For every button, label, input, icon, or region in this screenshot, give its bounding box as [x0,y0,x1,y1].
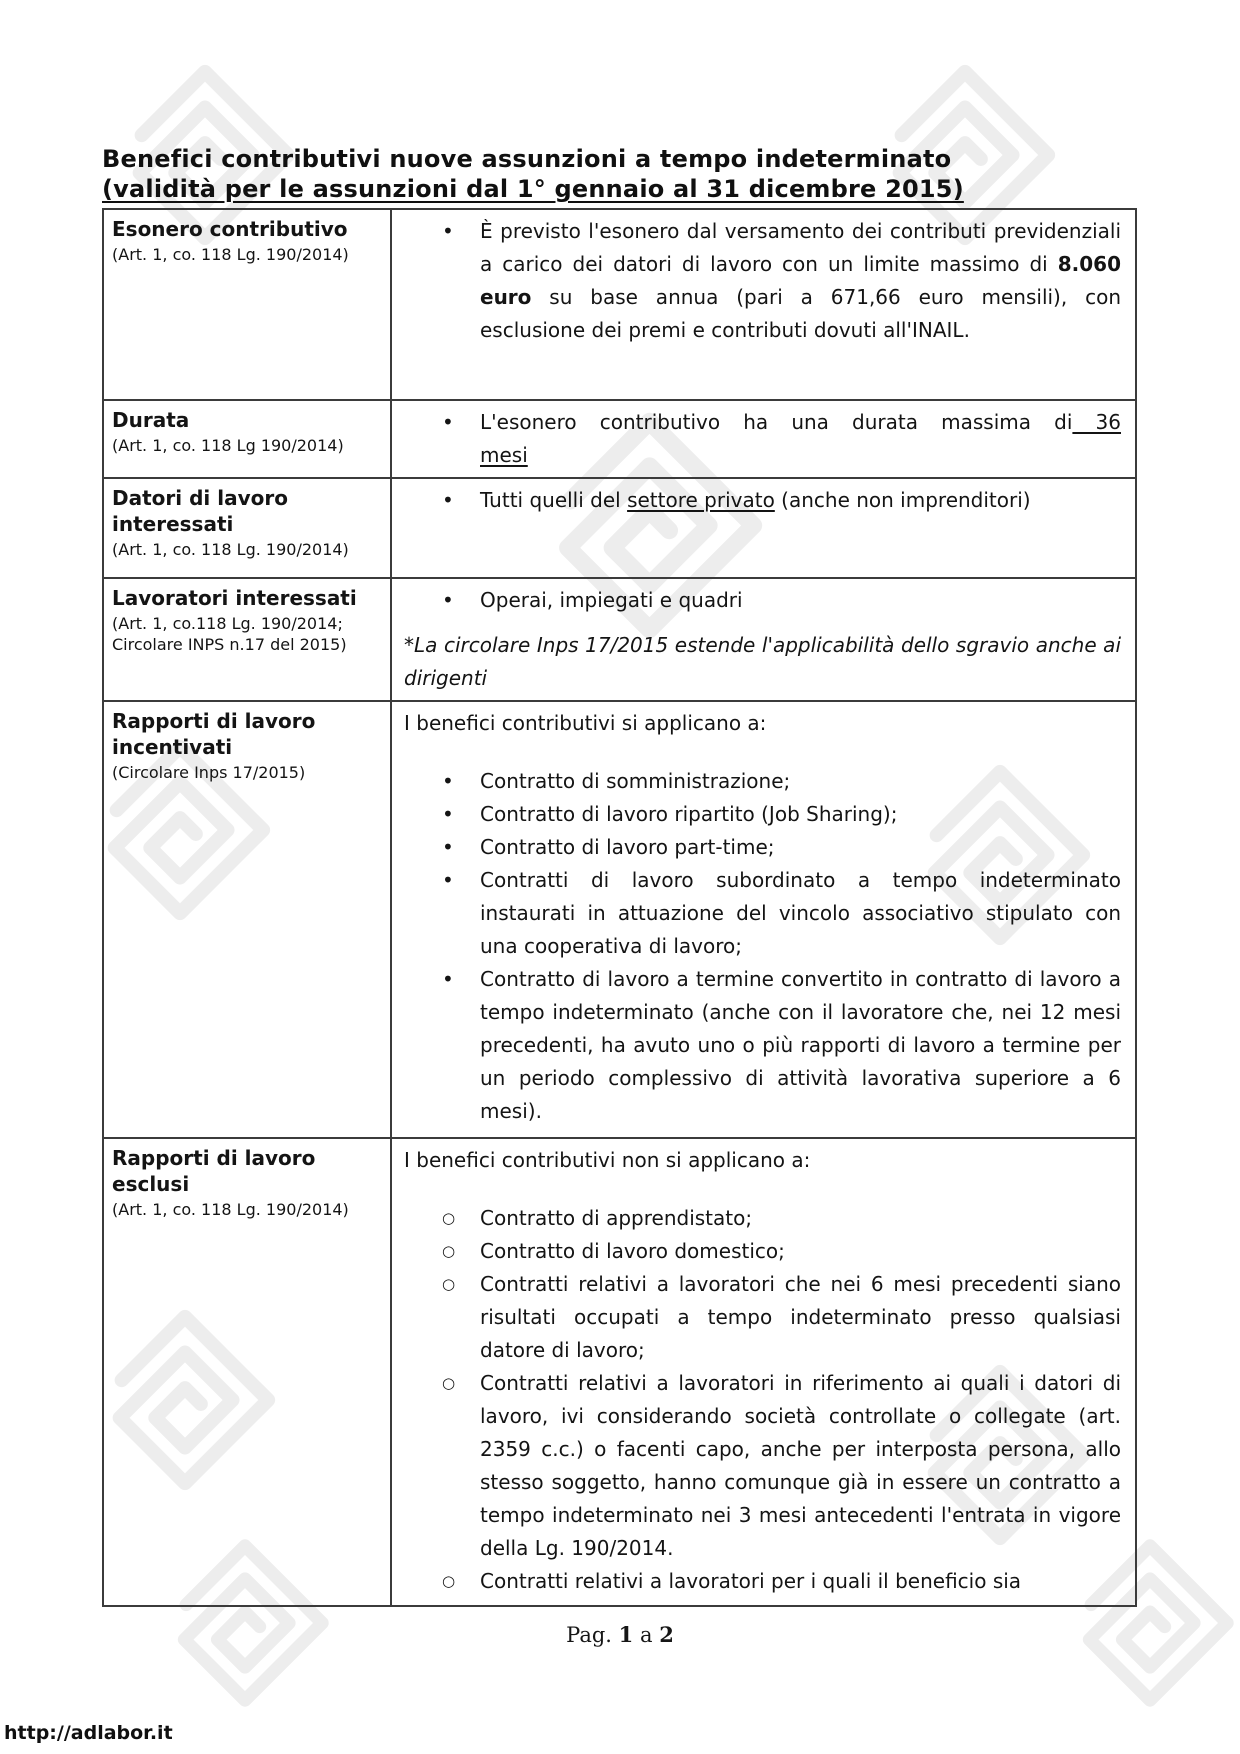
bullet-item [404,1367,1121,1565]
bullet-icon: • [442,802,454,826]
row-content-cell [392,1139,1135,1605]
bullet-item [404,1202,1121,1235]
bullet-item [404,484,1121,517]
bullet-icon: • [442,868,454,892]
text-run: Contratto di lavoro domestico; [480,1239,785,1263]
title-line-1: Benefici contributivi nuove assunzioni a tempo indeterminato [102,145,952,173]
row-content-cell [392,702,1135,1137]
row-content-cell [392,479,1135,577]
row-label-cell [104,401,392,477]
bullet-icon: • [442,488,454,512]
bullet-item [404,215,1121,347]
note-paragraph [404,629,1121,695]
row-label: Rapporti di lavoro incentivati [112,709,316,759]
row-label: Esonero contributivo [112,217,348,241]
table-row [104,401,1135,479]
bullet-item [404,765,1121,798]
text-run: (anche non imprenditori) [774,488,1031,512]
bullet-icon: • [442,769,454,793]
row-label: Lavoratori interessati [112,586,357,610]
row-subref: (Art. 1, co. 118 Lg 190/2014) [112,436,344,455]
bullet-item [404,1268,1121,1367]
text-run: 36 [1072,410,1121,434]
text-run: Contratti relativi a lavoratori per i quali il beneficio sia [480,1569,1022,1593]
row-subref: (Circolare Inps 17/2015) [112,763,306,782]
site-url: http://adlabor.it [4,1722,173,1744]
bullet-item [404,798,1121,831]
text-run: È previsto l'esonero dal versamento dei contributi previdenziali a carico dei datori di lavoro con un limite massimo di [480,219,1121,276]
page-separator: a [639,1623,653,1647]
circle-bullet-icon: ○ [442,1374,456,1392]
document-title [102,144,1137,204]
benefits-table [102,208,1137,1607]
row-subref: (Art. 1, co. 118 Lg. 190/2014) [112,245,349,264]
bullet-item [404,1565,1121,1598]
bullet-icon: • [442,219,454,243]
text-run: Contratti di lavoro subordinato a tempo indeterminato instaurati in attuazione del vincolo associativo stipulato con una cooperativa di lavoro; [480,868,1121,958]
bullet-item [404,584,1121,617]
text-run: I benefici contributivi si applicano a: [404,711,767,735]
text-run: I benefici contributivi non si applicano a: [404,1148,811,1172]
row-label: Rapporti di lavoro esclusi [112,1146,316,1196]
spacer [404,740,1121,765]
page-number [0,1622,1240,1647]
row-subref: (Art. 1, co. 118 Lg. 190/2014) [112,1200,349,1219]
title-line-2: (validità per le assunzioni dal 1° gennaio al 31 dicembre 2015) [102,175,964,203]
text-run: *La circolare Inps 17/2015 estende l'applicabilità dello sgravio anche ai dirigenti [404,633,1121,690]
text-run: Contratti relativi a lavoratori in riferimento ai quali i datori di lavoro, ivi considerando società controllate o collegate (art. 2359 c.c.) o facenti capo, anche per interposta persona, allo stesso soggetto, hanno comunque già in essere un contratto a tempo indeterminato nei 3 mesi antecedenti l'entrata in vigore della Lg. 190/2014. [480,1371,1121,1560]
row-subref: (Art. 1, co.118 Lg. 190/2014; Circolare INPS n.17 del 2015) [112,614,347,654]
row-label: Durata [112,408,190,432]
row-label-cell [104,210,392,399]
table-row [104,479,1135,579]
row-label-cell [104,1139,392,1605]
row-subref: (Art. 1, co. 118 Lg. 190/2014) [112,540,349,559]
bullet-icon: • [442,967,454,991]
paragraph [404,707,1121,740]
text-run: Contratto di apprendistato; [480,1206,753,1230]
page-current: 1 [618,1622,634,1647]
row-content-cell [392,579,1135,700]
page-label-prefix: Pag. [566,1623,612,1647]
circle-bullet-icon: ○ [442,1572,456,1590]
text-run: Tutti quelli del [480,488,628,512]
row-label-cell [104,579,392,700]
text-run: mesi [480,443,528,467]
bullet-item [404,1235,1121,1268]
text-run: settore privato [627,488,775,512]
row-content-cell [392,401,1135,477]
text-run: Contratto di lavoro part-time; [480,835,775,859]
text-run: Contratto di lavoro a termine convertito in contratto di lavoro a tempo indeterminato (anche con il lavoratore che, nei 12 mesi precedenti, ha avuto uno o più rapporti di lavoro a termine per un periodo complessivo di attività lavorativa superiore a 6 mesi). [480,967,1121,1123]
text-run: Contratti relativi a lavoratori che nei 6 mesi precedenti siano risultati occupati a tempo indeterminato presso qualsiasi datore di lavoro; [480,1272,1121,1362]
bullet-icon: • [442,588,454,612]
bullet-icon: • [442,410,454,434]
row-label: Datori di lavoro interessati [112,486,288,536]
text-run: su base annua (pari a 671,66 euro mensili), con esclusione dei premi e contributi dovuti all'INAIL. [480,285,1121,342]
text-run: Contratto di somministrazione; [480,769,791,793]
page-total: 2 [659,1622,674,1647]
table-row [104,579,1135,702]
table-row [104,210,1135,401]
document-content [102,144,1137,1607]
bullet-item [404,864,1121,963]
table-row [104,702,1135,1139]
circle-bullet-icon: ○ [442,1242,456,1260]
circle-bullet-icon: ○ [442,1209,456,1227]
text-run: Contratto di lavoro ripartito (Job Sharing); [480,802,898,826]
paragraph [404,1144,1121,1177]
circle-bullet-icon: ○ [442,1275,456,1293]
bullet-item [404,406,1121,472]
row-content-cell [392,210,1135,399]
row-label-cell [104,479,392,577]
spacer [404,1177,1121,1202]
bullet-item [404,963,1121,1128]
bullet-icon: • [442,835,454,859]
bullet-item [404,831,1121,864]
text-run: 8.060 euro [480,252,1121,309]
text-run: L'esonero contributivo ha una durata massima di [480,410,1073,434]
table-row [104,1139,1135,1605]
row-label-cell [104,702,392,1137]
text-run: Operai, impiegati e quadri [480,588,743,612]
